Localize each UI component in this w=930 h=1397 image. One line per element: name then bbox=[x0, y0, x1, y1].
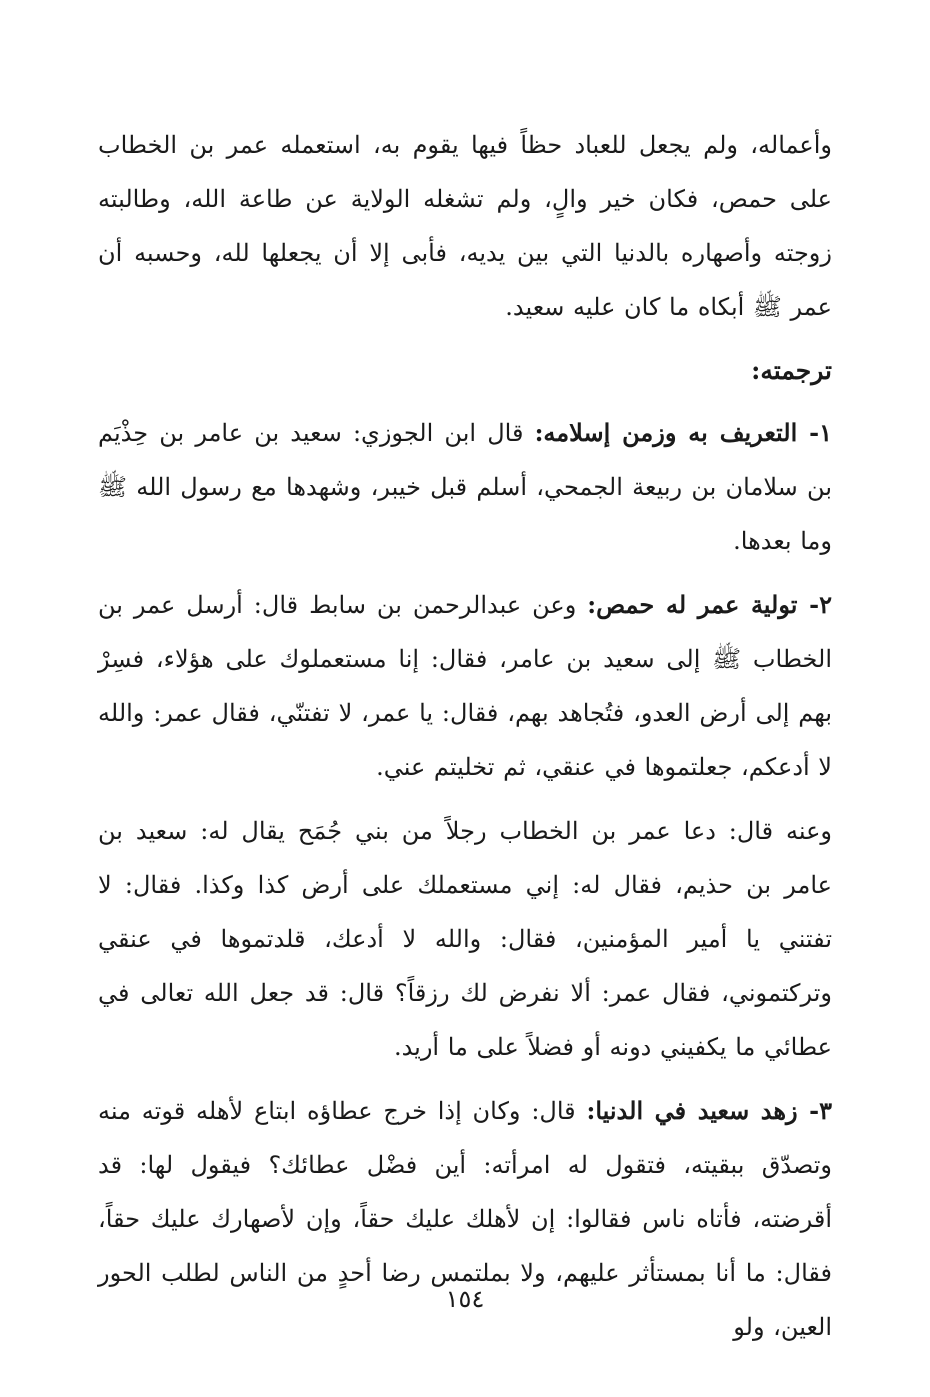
page-number: ١٥٤ bbox=[445, 1285, 485, 1313]
paragraph-asceticism-text: قال: وكان إذا خرج عطاؤه ابتاع لأهله قوته منه وتصدّق ببقيته، فتقول له امرأته: أين فضْل عطائك؟ فيقول لها: قد أقرضته، فأتاه ناس فقالوا: إن لأهلك عليك حقاً، وإن لأصهارك عليك حقاً، فقال: ما أنا بمستأثر عليهم، ولا بملتمس رضا أحدٍ من الناس لطلب الحور العين، ولو bbox=[98, 1097, 832, 1341]
paragraph-biography-text: قال ابن الجوزي: سعيد بن عامر بن حِذْيَم بن سلامان بن ربيعة الجمحي، أسلم قبل خيبر، وشهدها مع رسول الله ﷺ وما بعدها. bbox=[98, 419, 832, 555]
page-body bbox=[98, 118, 832, 1364]
paragraph-appointment-text: وعن عبدالرحمن بن سابط قال: أرسل عمر بن الخطاب ﷺ إلى سعيد بن عامر، فقال: إنا مستعملوك على هؤلاء، فسِرْ بهم إلى أرض العدو، فتُجاهد بهم، فقال: يا عمر، لا تفتنّي، فقال عمر: والله لا أدعكم، جعلتموها في عنقي، ثم تخليتم عني. bbox=[98, 591, 832, 781]
paragraph-appointment-lead: ٢- تولية عمر له حمص: bbox=[587, 590, 832, 619]
paragraph-appointment bbox=[98, 578, 832, 794]
paragraph-biography bbox=[98, 406, 832, 568]
paragraph-asceticism-lead: ٣- زهد سعيد في الدنيا: bbox=[586, 1096, 832, 1125]
paragraph-narration: وعنه قال: دعا عمر بن الخطاب رجلاً من بني جُمَح يقال له: سعيد بن عامر بن حذيم، فقال له: إني مستعملك على أرض كذا وكذا. فقال: لا تفتني يا أمير المؤمنين، فقال: والله لا أدعك، قلدتموها في عنقي وتركتموني، فقال عمر: ألا نفرض لك رزقاً؟ قال: قد جعل الله تعالى في عطائي ما يكفيني دونه أو فضلاً على ما أريد. bbox=[98, 817, 832, 1061]
section-heading: ترجمته: bbox=[751, 356, 832, 385]
paragraph-biography-lead: ١- التعريف به وزمن إسلامه: bbox=[534, 418, 832, 447]
paragraph-asceticism bbox=[98, 1084, 832, 1354]
intro-paragraph: وأعماله، ولم يجعل للعباد حظاً فيها يقوم به، استعمله عمر بن الخطاب على حمص، فكان خير والٍ، ولم تشغله الولاية عن طاعة الله، وطالبته زوجته وأصهاره بالدنيا التي بين يديه، فأبى إلا أن يجعلها لله، وحسبه أن عمر ﷺ أبكاه ما كان عليه سعيد. bbox=[98, 131, 832, 321]
